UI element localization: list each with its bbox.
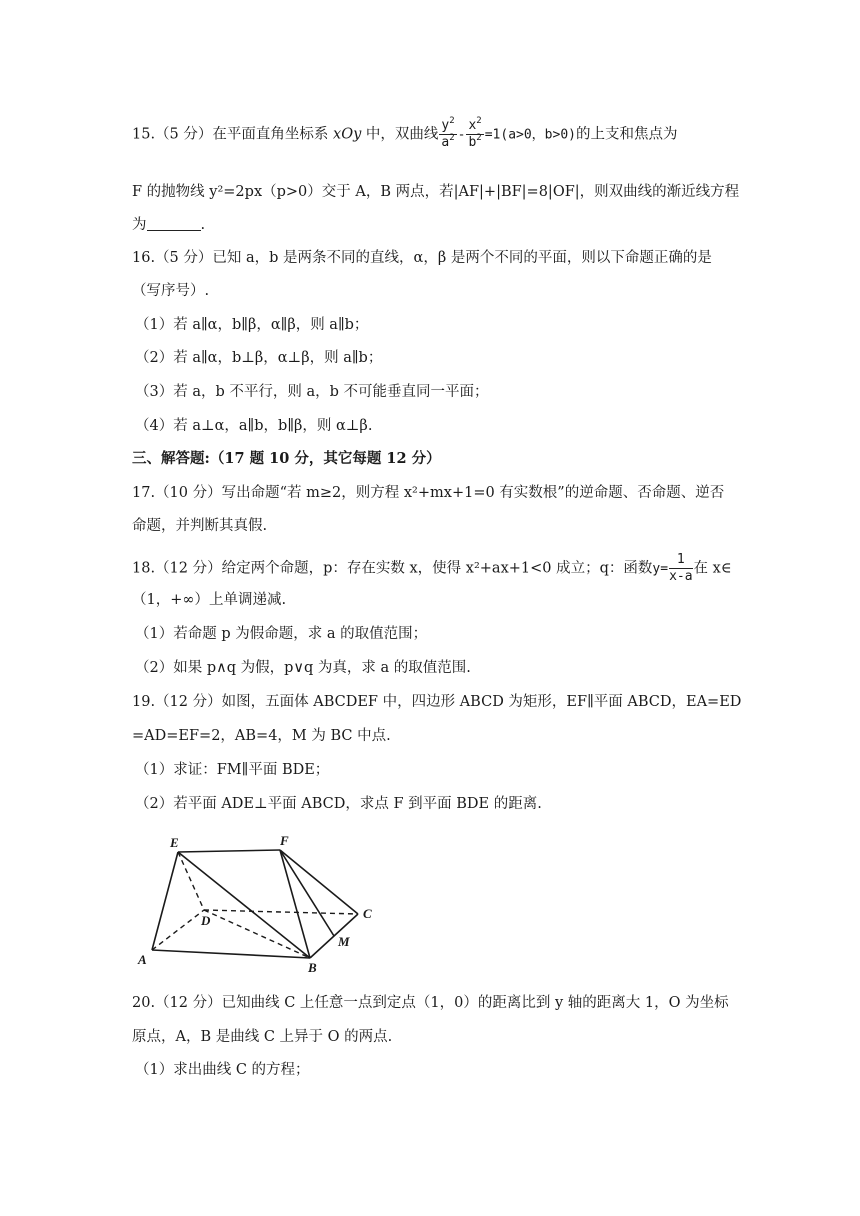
edge-FB — [280, 850, 310, 958]
edge-FM — [280, 850, 334, 936]
edge-AD — [152, 910, 204, 950]
fraction-1-over-x-a: $\frac{1}{x-a}$ — [669, 552, 693, 584]
label-A: A — [138, 952, 147, 967]
q16-line-2: （写序号）. — [132, 283, 210, 299]
label-C: C — [363, 906, 372, 921]
q17-line-1: 17.（10 分）写出命题“若 m≥2，则方程 x²+mx+1=0 有实数根”的逆命题、否命题、逆否 — [132, 485, 725, 501]
edge-ED — [178, 852, 204, 910]
q18-sub-1: （1）若命题 p 为假命题，求 a 的取值范围； — [135, 626, 428, 642]
pentahedron-figure — [130, 828, 390, 978]
edge-DC — [204, 910, 358, 914]
q18-sub-2: （2）如果 p∧q 为假，p∨q 为真，求 a 的取值范围. — [135, 660, 471, 676]
q16-option-3: （3）若 a，b 不平行，则 a，b 不可能垂直同一平面； — [135, 384, 489, 400]
q20-line-2: 原点，A，B 是曲线 C 上异于 O 的两点. — [132, 1029, 393, 1045]
label-M: M — [338, 934, 350, 949]
edge-FC — [280, 850, 358, 914]
section-heading: 三、解答题:（17 题 10 分，其它每题 12 分） — [132, 450, 441, 467]
q19-line-1: 19.（12 分）如图，五面体 ABCDEF 中，四边形 ABCD 为矩形，EF∥平面 ABCD，EA=ED — [132, 694, 742, 710]
label-E: E — [170, 835, 179, 850]
edge-EF — [178, 850, 280, 852]
edge-DB — [204, 910, 310, 958]
q17-line-2: 命题，并判断其真假. — [132, 518, 268, 534]
q19-sub-1: （1）求证：FM∥平面 BDE； — [135, 762, 330, 778]
q15-line-1: 15.（5 分）在平面直角坐标系 xOy 中，双曲线 $\frac{y^2}{a^2}$ - $\frac{x^2}{b^2}$ =1(a>0，b>0)的上支和焦点为 — [132, 116, 678, 150]
label-F: F — [280, 833, 289, 848]
q16-option-4: （4）若 a⊥α，a∥b，b∥β，则 α⊥β. — [135, 418, 373, 434]
q19-line-2: =AD=EF=2，AB=4，M 为 BC 中点. — [132, 728, 391, 744]
q15-line-3: 为 . — [132, 217, 206, 233]
q16-line-1: 16.（5 分）已知 a，b 是两条不同的直线，α，β 是两个不同的平面，则以下命题正确的是 — [132, 250, 712, 266]
edge-EB — [178, 852, 310, 958]
q15-line-2: F 的抛物线 y²=2px（p>0）交于 A，B 两点，若|AF|+|BF|=8|OF|，则双曲线的渐近线方程 — [132, 184, 740, 200]
edge-AB — [152, 950, 310, 958]
q16-option-1: （1）若 a∥α，b∥β，α∥β，则 a∥b； — [135, 317, 369, 333]
q18-line-2: （1，+∞）上单调递减. — [132, 592, 287, 608]
q16-option-2: （2）若 a∥α，b⊥β，α⊥β，则 a∥b； — [135, 350, 383, 366]
q20-sub-1: （1）求出曲线 C 的方程； — [135, 1062, 310, 1078]
q20-line-1: 20.（12 分）已知曲线 C 上任意一点到定点（1，0）的距离比到 y 轴的距离大 1，O 为坐标 — [132, 995, 729, 1011]
q19-sub-2: （2）若平面 ADE⊥平面 ABCD，求点 F 到平面 BDE 的距离. — [135, 796, 542, 812]
edge-EA — [152, 852, 178, 950]
fraction-x2-b2: $\frac{x^2}{b^2}$ — [468, 116, 482, 150]
label-B: B — [308, 960, 317, 975]
q18-line-1: 18.（12 分）给定两个命题，p：存在实数 x，使得 x²+ax+1<0 成立；q：函数y= $\frac{1}{x-a}$ 在 x∈ — [132, 552, 732, 584]
answer-blank — [147, 216, 201, 231]
fraction-y2-a2: $\frac{y^2}{a^2}$ — [441, 116, 455, 150]
label-D: D — [201, 913, 211, 928]
